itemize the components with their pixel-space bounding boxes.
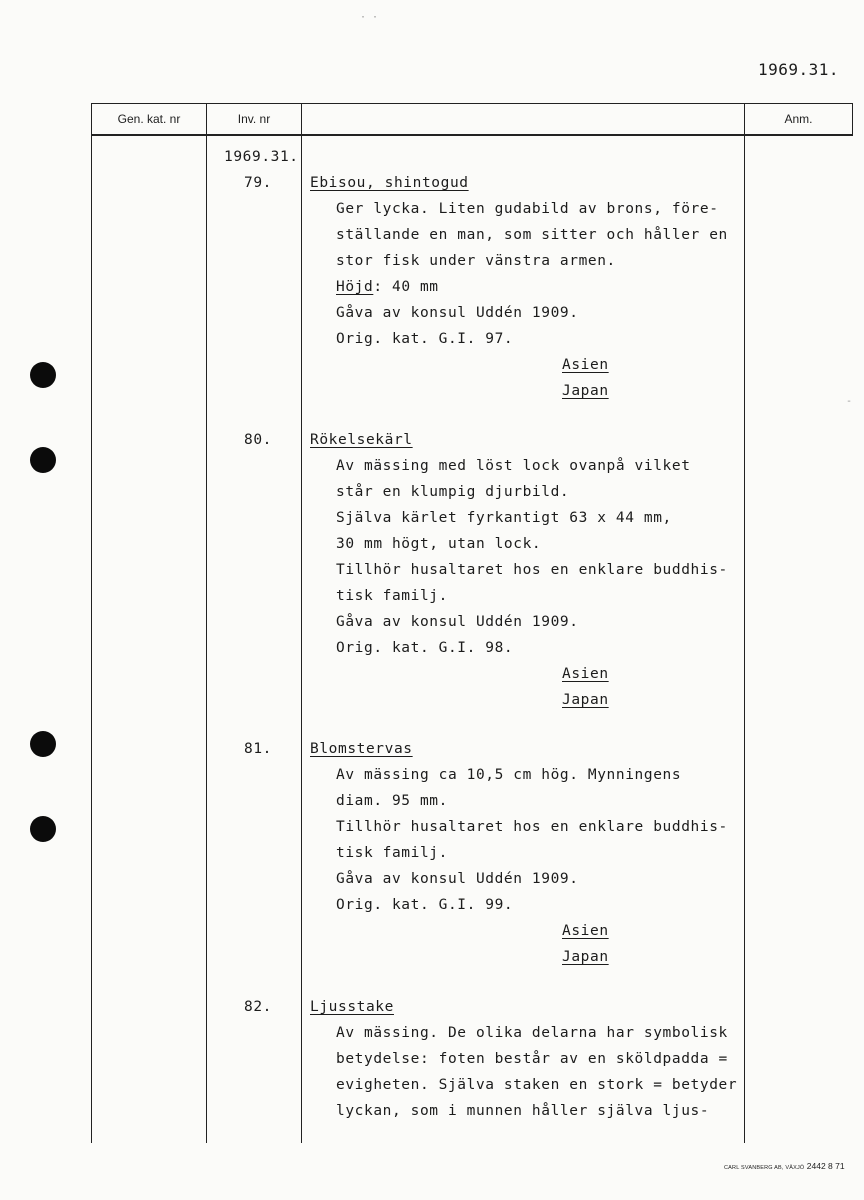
object-title: Ljusstake bbox=[310, 999, 394, 1015]
description-line: lyckan, som i munnen håller själva ljus- bbox=[336, 1103, 710, 1119]
country-label: Japan bbox=[562, 949, 609, 965]
description-line: stor fisk under vänstra armen. bbox=[336, 253, 616, 269]
description-line: tisk familj. bbox=[336, 588, 448, 604]
orig-catalog-line: Orig. kat. G.I. 99. bbox=[336, 897, 514, 913]
description-line: tisk familj. bbox=[336, 845, 448, 861]
country-label: Japan bbox=[562, 383, 609, 399]
table-left-border bbox=[91, 103, 92, 1143]
punch-hole bbox=[30, 362, 56, 388]
height-value: : 40 mm bbox=[373, 279, 439, 295]
column-header-gen-kat-nr: Gen. kat. nr bbox=[117, 112, 181, 126]
description-line: Tillhör husaltaret hos en enklare buddhis- bbox=[336, 562, 728, 578]
donation-line: Gåva av konsul Uddén 1909. bbox=[336, 305, 579, 321]
table-right-border bbox=[852, 103, 853, 135]
printer-imprint bbox=[724, 1161, 845, 1171]
description-line: 30 mm högt, utan lock. bbox=[336, 536, 542, 552]
description-line: Tillhör husaltaret hos en enklare buddhis- bbox=[336, 819, 728, 835]
description-line: Av mässing ca 10,5 cm hög. Mynningens bbox=[336, 767, 682, 783]
object-title: Blomstervas bbox=[310, 741, 413, 757]
region-label: Asien bbox=[562, 923, 609, 939]
column-divider bbox=[206, 103, 207, 1143]
printer-name: CARL SVANBERG AB, VÄXJÖ bbox=[724, 1165, 805, 1171]
object-title: Ebisou, shintogud bbox=[310, 175, 469, 191]
object-title: Rökelsekärl bbox=[310, 432, 413, 448]
page-number: 1969.31. bbox=[758, 60, 840, 79]
description-line: diam. 95 mm. bbox=[336, 793, 448, 809]
region-label: Asien bbox=[562, 357, 609, 373]
inventory-number: 81. bbox=[244, 741, 272, 757]
description-line: Av mässing med löst lock ovanpå vilket bbox=[336, 458, 691, 474]
scan-speck: · · bbox=[360, 12, 379, 23]
form-code: 2442 8 71 bbox=[806, 1161, 845, 1171]
orig-catalog-line: Orig. kat. G.I. 97. bbox=[336, 331, 514, 347]
donation-line: Gåva av konsul Uddén 1909. bbox=[336, 614, 579, 630]
orig-catalog-line: Orig. kat. G.I. 98. bbox=[336, 640, 514, 656]
description-line: Av mässing. De olika delarna har symbolisk bbox=[336, 1025, 728, 1041]
description-line: betydelse: foten består av en sköldpadda = bbox=[336, 1051, 728, 1067]
column-divider bbox=[301, 103, 302, 1143]
description-line: ställande en man, som sitter och håller en bbox=[336, 227, 728, 243]
country-label: Japan bbox=[562, 692, 609, 708]
height-label: Höjd bbox=[336, 279, 374, 295]
description-line: evigheten. Själva staken en stork = betyder bbox=[336, 1077, 738, 1093]
punch-hole bbox=[30, 731, 56, 757]
column-header-anm: Anm. bbox=[784, 112, 813, 126]
punch-hole bbox=[30, 447, 56, 473]
region-label: Asien bbox=[562, 666, 609, 682]
inventory-number: 82. bbox=[244, 999, 272, 1015]
donation-line: Gåva av konsul Uddén 1909. bbox=[336, 871, 579, 887]
height-line bbox=[336, 279, 439, 295]
punch-hole bbox=[30, 816, 56, 842]
description-line: står en klumpig djurbild. bbox=[336, 484, 570, 500]
series-number: 1969.31. bbox=[224, 149, 299, 165]
description-line: Själva kärlet fyrkantigt 63 x 44 mm, bbox=[336, 510, 672, 526]
inventory-number: 79. bbox=[244, 175, 272, 191]
column-divider bbox=[744, 103, 745, 1143]
description-line: Ger lycka. Liten gudabild av brons, före- bbox=[336, 201, 719, 217]
inventory-number: 80. bbox=[244, 432, 272, 448]
column-header-inv-nr: Inv. nr bbox=[237, 112, 271, 126]
scan-speck: - bbox=[846, 396, 853, 407]
